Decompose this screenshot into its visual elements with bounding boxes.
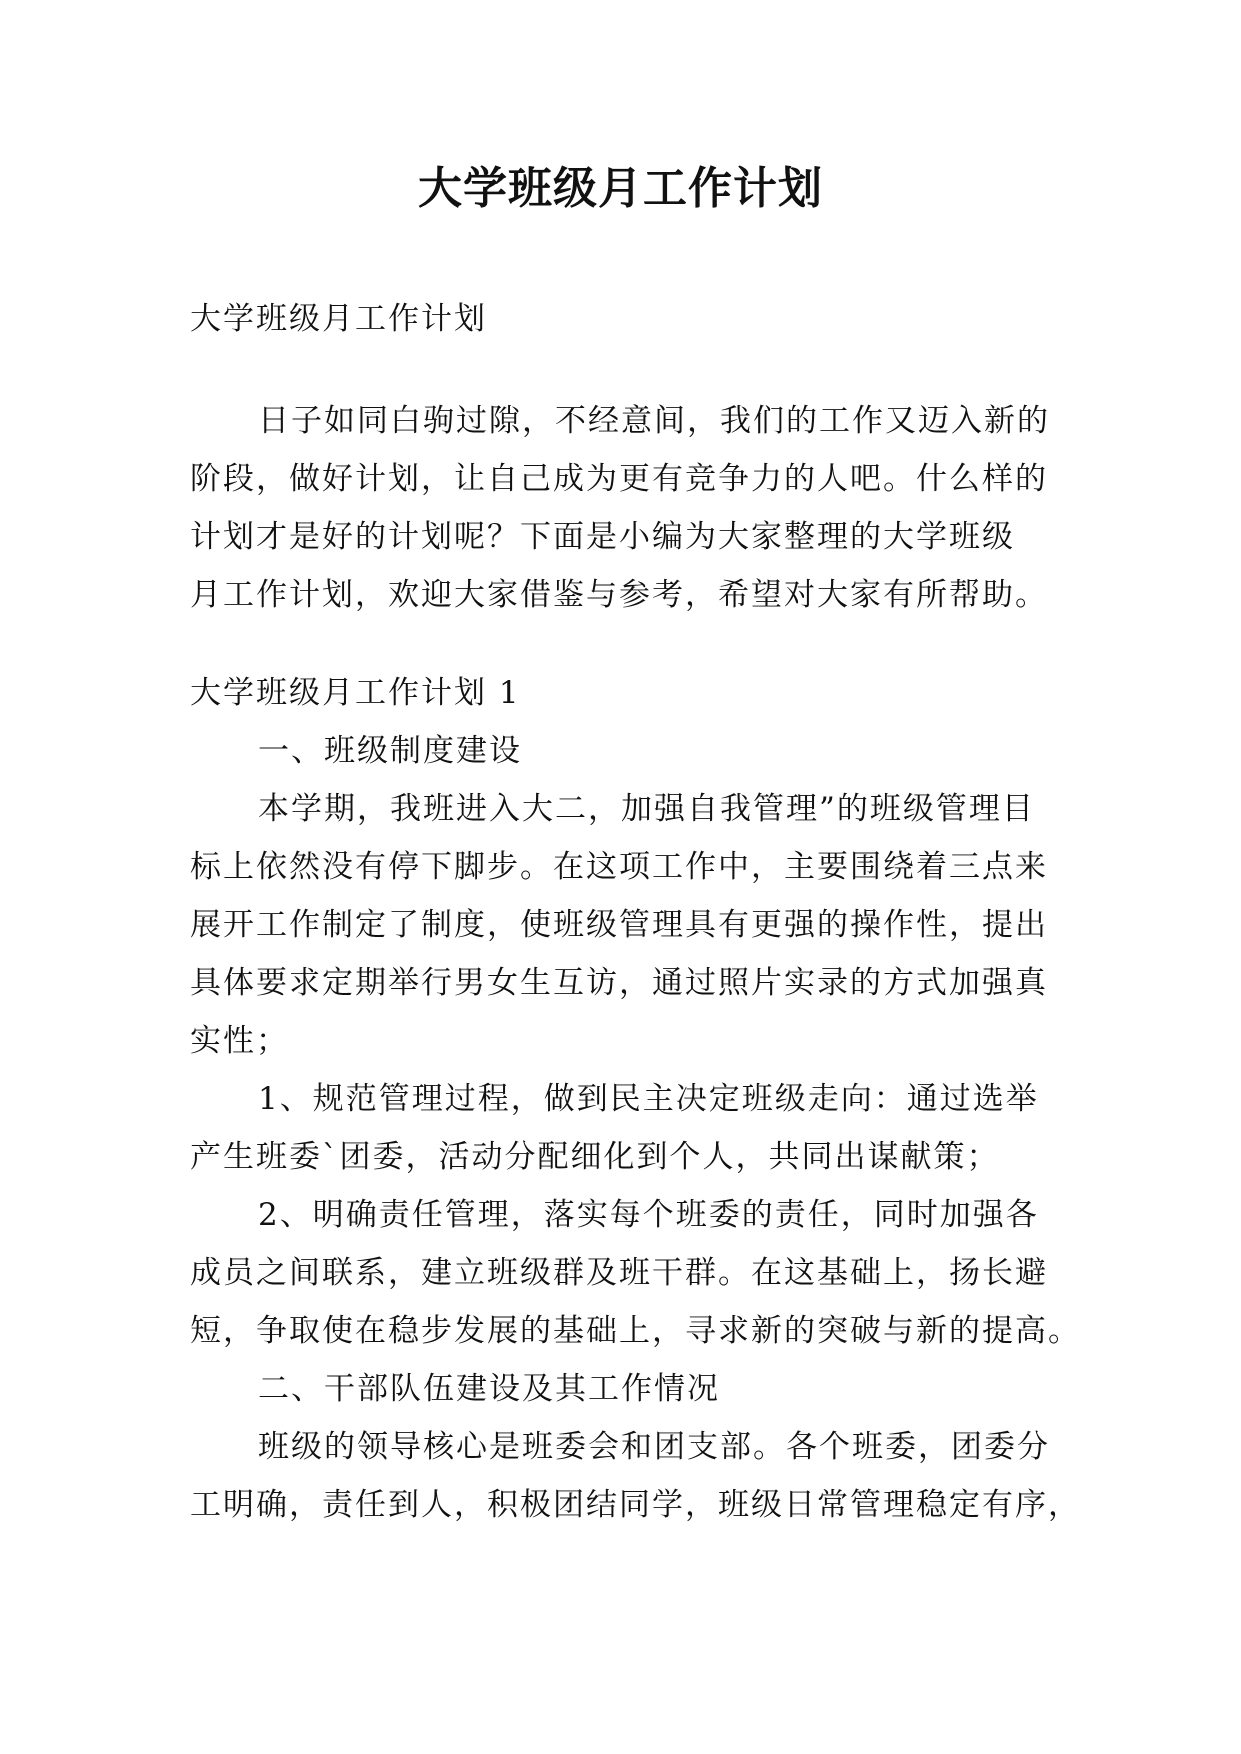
section1-line: 实性； [190,1023,289,1059]
section1-line: 具体要求定期举行男女生互访，通过照片实录的方式加强真 [190,965,1048,1001]
item2-line: 短，争取使在稳步发展的基础上，寻求新的突破与新的提高。 [190,1313,1081,1349]
plan-section [190,664,1081,1534]
intro-line: 阶段，做好计划，让自己成为更有竞争力的人吧。什么样的 [190,461,1048,497]
section1-heading: 一、班级制度建设 [258,733,522,769]
item1-line: 1、规范管理过程，做到民主决定班级走向：通过选举 [258,1081,1039,1117]
document-body [190,290,1081,1534]
section2-line: 工明确，责任到人，积极团结同学，班级日常管理稳定有序， [190,1487,1081,1523]
section-heading: 大学班级月工作计划 1 [190,675,521,711]
intro-line: 日子如同白驹过隙，不经意间，我们的工作又迈入新的 [258,403,1050,439]
section1-line: 本学期，我班进入大二，加强自我管理”的班级管理目 [258,791,1035,827]
document-subtitle: 大学班级月工作计划 [190,301,487,337]
document-title: 大学班级月工作计划 [418,163,823,214]
item2-line: 成员之间联系，建立班级群及班干群。在这基础上，扬长避 [190,1255,1048,1291]
section1-line: 展开工作制定了制度，使班级管理具有更强的操作性，提出 [190,907,1048,943]
item2-line: 2、明确责任管理，落实每个班委的责任，同时加强各 [258,1197,1039,1233]
intro-line: 月工作计划，欢迎大家借鉴与参考，希望对大家有所帮助。 [190,577,1048,613]
section2-heading: 二、干部队伍建设及其工作情况 [258,1371,720,1407]
section2-line: 班级的领导核心是班委会和团支部。各个班委，团委分 [258,1429,1050,1465]
intro-paragraph [190,392,1070,624]
intro-line: 计划才是好的计划呢？下面是小编为大家整理的大学班级 [190,519,1015,555]
item1-line: 产生班委`团委，活动分配细化到个人，共同出谋献策； [190,1139,1000,1175]
section1-line: 标上依然没有停下脚步。在这项工作中，主要围绕着三点来 [190,849,1048,885]
